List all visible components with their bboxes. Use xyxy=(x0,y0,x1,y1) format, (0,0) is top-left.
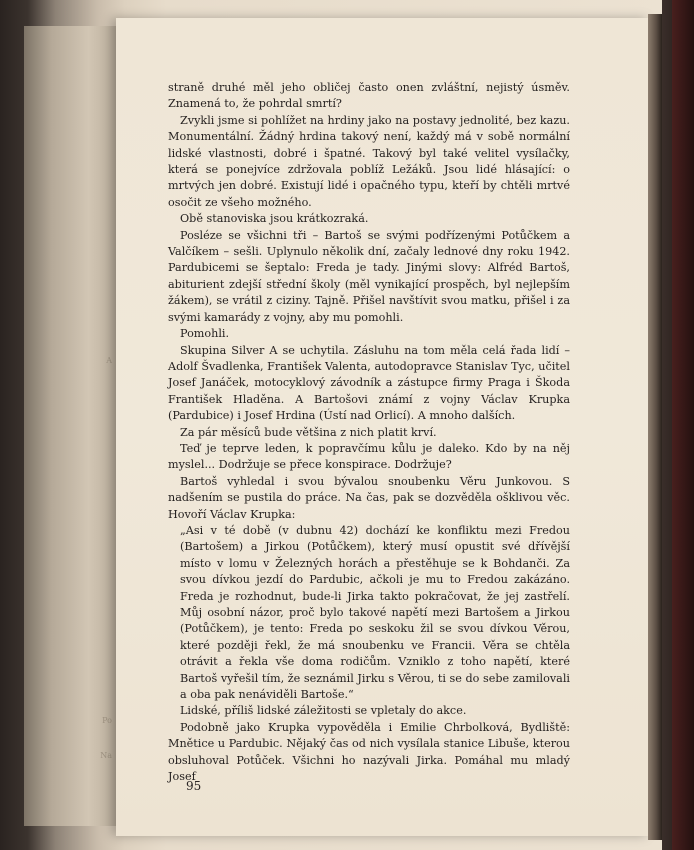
paragraph: Zvykli jsme si pohlížet na hrdiny jako na postavy jednolité, bez kazu. Monumentální. Žádný hrdina takový není, každý má v sobě normální lidské vlastnosti, dobré i špatné. Takový byl také velitel vysílačky, která se ponejvíce zdržovala poblíž Ležáků. Jsou lidé hlásající: o mrtvých jen dobré. Existují lidé i opačného typu, kteří by chtěli mrtvé osočit ze všeho možného. xyxy=(168,113,570,209)
quote-paragraph: „Asi v té době (v dubnu 42) dochází ke konfliktu mezi Fredou (Bartošem) a Jirkou (Potůčkem), který musí opustit své dřívější místo v lomu v Železných horách a přestěhuje se k Bohdanči. Za svou dívkou jezdí do Pardubic, ačkoli je mu to Fredou zakázáno. Freda je rozhodnut, bude-li Jirka takto pokračovat, že jej zastřelí. Můj osobní názor, proč bylo takové napětí mezi Bartošem a Jirkou (Potůčkem), je tento: Freda po seskoku žil se svou dívkou Věrou, které později řekl, že má snoubenku ve Francii. Věra se chtěla otrávit a řekla vše doma rodičům. Vzniklo z toho napětí, které Bartoš vyřešil tím, že seznámil Jirku s Věrou, ti se do sebe zamilovali a oba pak nenáviděli Bartoše.“ xyxy=(180,523,570,702)
paragraph: Pomohli. xyxy=(180,327,230,341)
page-stack-edge xyxy=(648,14,662,840)
page-number: 95 xyxy=(186,779,202,793)
page-body xyxy=(168,80,570,785)
paragraph: Bartoš vyhledal i svou bývalou snoubenku Věru Junkovou. S nadšením se pustila do práce. Na čas, pak se dozvěděla ošklivou věc. Hovoří Václav Krupka: xyxy=(168,474,570,521)
paragraph: Lidské, příliš lidské záležitosti se vpletaly do akce. xyxy=(180,704,467,718)
paragraph: Podobně jako Krupka vypověděla i Emilie Chrbolková, Bydliště: Mněticе u Pardubic. Nějaký čas od nich vysílala stanice Libuše, kterou obsluhoval Potůček. Všichni ho nazývali Jirka. Pomáhal mu mladý Josef xyxy=(168,720,570,784)
facing-page-edge xyxy=(24,26,116,826)
paragraph: straně druhé měl jeho obličej často onen zvláštní, nejistý úsměv. Znamená to, že pohrdal smrtí? xyxy=(168,81,570,111)
paragraph: Skupina Silver A se uchytila. Zásluhu na tom měla celá řada lidí – Adolf Švadlenka, František Valenta, autodopravce Stanislav Tyc, učitel Josef Janáček, motocyklový závodník a zástupce firmy Praga i Škoda František Hladěna. A Bartošovi známí z vojny Václav Krupka (Pardubice) i Josef Hrdina (Ústí nad Orlicí). A mnoho dalších. xyxy=(168,343,570,423)
paragraph: Obě stanoviska jsou krátkozraká. xyxy=(180,212,369,226)
paragraph: Za pár měsíců bude většina z nich platit krví. xyxy=(180,425,437,439)
margin-fragment: Na xyxy=(100,751,112,760)
paragraph: Posléze se všichni tři – Bartoš se svými podřízenými Potůčkem a Valčíkem – sešli. Uplynulo několik dní, začaly lednové dny roku 1942. Pardubicemi se šeptalo: Freda je tady. Jinými slovy: Alfréd Bartoš, abiturient zdejší střední školy (měl vynikající prospěch, byl nejlepším žákem), se vrátil z ciziny. Tajně. Přišel navštívit svou matku, přišel i za svými kamarády z vojny, aby mu pomohli. xyxy=(168,228,570,324)
margin-fragment: Po xyxy=(102,716,112,725)
book-cover-edge xyxy=(662,0,694,850)
paragraph: Teď je teprve leden, k popravčímu kůlu je daleko. Kdo by na něj myslel... Dodržuje se přece konspirace. Dodržuje? xyxy=(168,441,570,472)
margin-fragment: A xyxy=(106,356,112,365)
